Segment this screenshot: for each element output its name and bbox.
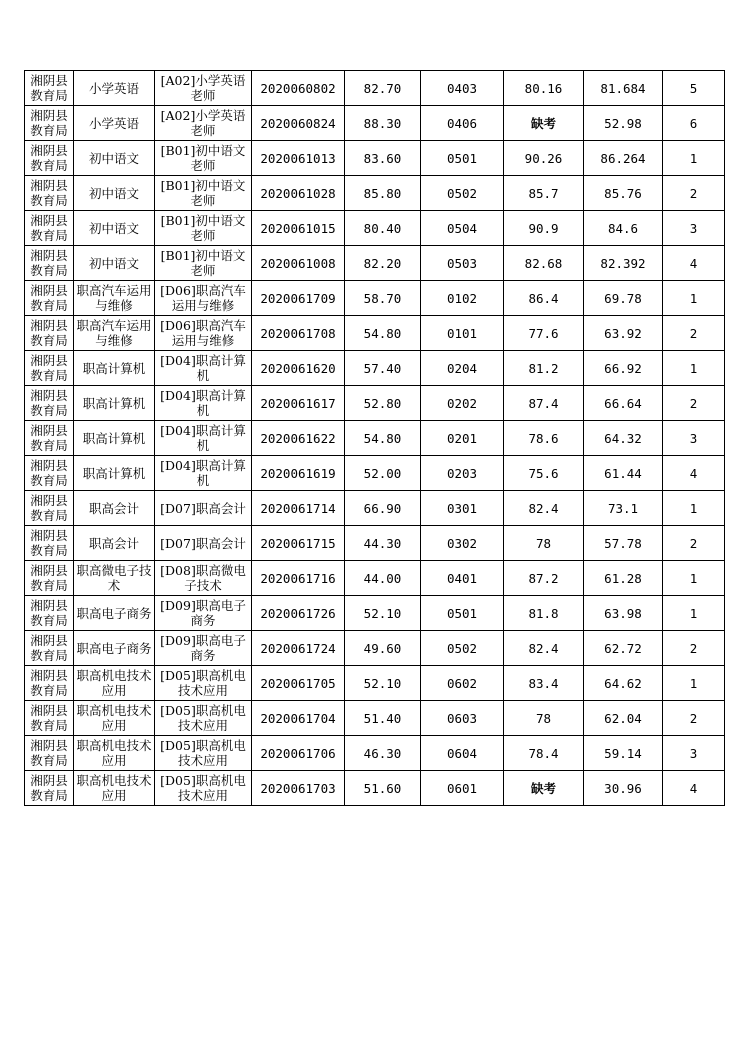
subject-cell: 职高会计 xyxy=(74,526,155,561)
written-score-cell: 83.60 xyxy=(345,141,421,176)
org-cell: 湘阴县教育局 xyxy=(25,561,74,596)
rank-cell: 2 xyxy=(663,631,725,666)
written-score-cell: 82.70 xyxy=(345,71,421,106)
draw-number-cell: 0204 xyxy=(421,351,504,386)
rank-cell: 3 xyxy=(663,736,725,771)
table-row xyxy=(25,421,725,456)
org-cell: 湘阴县教育局 xyxy=(25,106,74,141)
table-row xyxy=(25,456,725,491)
org-cell: 湘阴县教育局 xyxy=(25,71,74,106)
org-cell: 湘阴县教育局 xyxy=(25,526,74,561)
total-score-cell: 69.78 xyxy=(584,281,663,316)
position-cell: [D04]职高计算机 xyxy=(155,351,252,386)
interview-score-cell: 81.8 xyxy=(504,596,584,631)
draw-number-cell: 0504 xyxy=(421,211,504,246)
rank-cell: 5 xyxy=(663,71,725,106)
interview-score-cell: 82.4 xyxy=(504,491,584,526)
table-row xyxy=(25,71,725,106)
rank-cell: 1 xyxy=(663,351,725,386)
table-row xyxy=(25,736,725,771)
table-row xyxy=(25,596,725,631)
subject-cell: 职高计算机 xyxy=(74,386,155,421)
rank-cell: 2 xyxy=(663,526,725,561)
written-score-cell: 44.30 xyxy=(345,526,421,561)
written-score-cell: 52.10 xyxy=(345,596,421,631)
rank-cell: 2 xyxy=(663,386,725,421)
table-row xyxy=(25,246,725,281)
rank-cell: 1 xyxy=(663,596,725,631)
exam-number-cell: 2020061705 xyxy=(252,666,345,701)
table-row xyxy=(25,771,725,806)
exam-number-cell: 2020061704 xyxy=(252,701,345,736)
rank-cell: 2 xyxy=(663,176,725,211)
table-row xyxy=(25,561,725,596)
exam-number-cell: 2020061724 xyxy=(252,631,345,666)
written-score-cell: 49.60 xyxy=(345,631,421,666)
org-cell: 湘阴县教育局 xyxy=(25,736,74,771)
exam-number-cell: 2020061708 xyxy=(252,316,345,351)
draw-number-cell: 0401 xyxy=(421,561,504,596)
position-cell: [D06]职高汽车运用与维修 xyxy=(155,316,252,351)
rank-cell: 1 xyxy=(663,491,725,526)
exam-number-cell: 2020061620 xyxy=(252,351,345,386)
org-cell: 湘阴县教育局 xyxy=(25,596,74,631)
rank-cell: 1 xyxy=(663,281,725,316)
subject-cell: 职高微电子技术 xyxy=(74,561,155,596)
written-score-cell: 85.80 xyxy=(345,176,421,211)
subject-cell: 职高电子商务 xyxy=(74,631,155,666)
draw-number-cell: 0403 xyxy=(421,71,504,106)
org-cell: 湘阴县教育局 xyxy=(25,771,74,806)
position-cell: [B01]初中语文老师 xyxy=(155,141,252,176)
total-score-cell: 85.76 xyxy=(584,176,663,211)
total-score-cell: 63.92 xyxy=(584,316,663,351)
position-cell: [D04]职高计算机 xyxy=(155,456,252,491)
position-cell: [A02]小学英语老师 xyxy=(155,106,252,141)
draw-number-cell: 0101 xyxy=(421,316,504,351)
draw-number-cell: 0503 xyxy=(421,246,504,281)
interview-score-cell: 78 xyxy=(504,701,584,736)
subject-cell: 职高会计 xyxy=(74,491,155,526)
position-cell: [D06]职高汽车运用与维修 xyxy=(155,281,252,316)
draw-number-cell: 0501 xyxy=(421,141,504,176)
subject-cell: 职高机电技术应用 xyxy=(74,701,155,736)
rank-cell: 1 xyxy=(663,666,725,701)
interview-score-cell: 78.4 xyxy=(504,736,584,771)
exam-number-cell: 2020061008 xyxy=(252,246,345,281)
total-score-cell: 61.28 xyxy=(584,561,663,596)
interview-score-cell: 81.2 xyxy=(504,351,584,386)
draw-number-cell: 0202 xyxy=(421,386,504,421)
draw-number-cell: 0502 xyxy=(421,176,504,211)
position-cell: [D07]职高会计 xyxy=(155,526,252,561)
interview-score-cell: 83.4 xyxy=(504,666,584,701)
written-score-cell: 57.40 xyxy=(345,351,421,386)
org-cell: 湘阴县教育局 xyxy=(25,386,74,421)
interview-score-cell: 缺考 xyxy=(504,106,584,141)
draw-number-cell: 0302 xyxy=(421,526,504,561)
interview-score-cell: 80.16 xyxy=(504,71,584,106)
interview-score-cell: 77.6 xyxy=(504,316,584,351)
total-score-cell: 62.72 xyxy=(584,631,663,666)
subject-cell: 职高计算机 xyxy=(74,421,155,456)
subject-cell: 职高电子商务 xyxy=(74,596,155,631)
written-score-cell: 52.80 xyxy=(345,386,421,421)
position-cell: [D04]职高计算机 xyxy=(155,386,252,421)
draw-number-cell: 0301 xyxy=(421,491,504,526)
org-cell: 湘阴县教育局 xyxy=(25,456,74,491)
written-score-cell: 46.30 xyxy=(345,736,421,771)
org-cell: 湘阴县教育局 xyxy=(25,316,74,351)
table-row xyxy=(25,211,725,246)
interview-score-cell: 85.7 xyxy=(504,176,584,211)
table-row xyxy=(25,141,725,176)
total-score-cell: 86.264 xyxy=(584,141,663,176)
rank-cell: 6 xyxy=(663,106,725,141)
total-score-cell: 30.96 xyxy=(584,771,663,806)
draw-number-cell: 0501 xyxy=(421,596,504,631)
interview-score-cell: 90.9 xyxy=(504,211,584,246)
org-cell: 湘阴县教育局 xyxy=(25,141,74,176)
written-score-cell: 66.90 xyxy=(345,491,421,526)
position-cell: [B01]初中语文老师 xyxy=(155,246,252,281)
total-score-cell: 61.44 xyxy=(584,456,663,491)
written-score-cell: 44.00 xyxy=(345,561,421,596)
total-score-cell: 84.6 xyxy=(584,211,663,246)
subject-cell: 小学英语 xyxy=(74,106,155,141)
subject-cell: 职高机电技术应用 xyxy=(74,771,155,806)
interview-score-cell: 87.4 xyxy=(504,386,584,421)
interview-score-cell: 78.6 xyxy=(504,421,584,456)
position-cell: [D09]职高电子商务 xyxy=(155,596,252,631)
table-row xyxy=(25,491,725,526)
interview-score-cell: 缺考 xyxy=(504,771,584,806)
total-score-cell: 52.98 xyxy=(584,106,663,141)
org-cell: 湘阴县教育局 xyxy=(25,701,74,736)
table-row xyxy=(25,631,725,666)
exam-number-cell: 2020061617 xyxy=(252,386,345,421)
exam-number-cell: 2020061716 xyxy=(252,561,345,596)
total-score-cell: 64.32 xyxy=(584,421,663,456)
subject-cell: 职高计算机 xyxy=(74,351,155,386)
total-score-cell: 63.98 xyxy=(584,596,663,631)
written-score-cell: 54.80 xyxy=(345,421,421,456)
total-score-cell: 81.684 xyxy=(584,71,663,106)
exam-number-cell: 2020061726 xyxy=(252,596,345,631)
rank-cell: 4 xyxy=(663,771,725,806)
org-cell: 湘阴县教育局 xyxy=(25,176,74,211)
rank-cell: 4 xyxy=(663,456,725,491)
position-cell: [B01]初中语文老师 xyxy=(155,211,252,246)
written-score-cell: 82.20 xyxy=(345,246,421,281)
written-score-cell: 51.60 xyxy=(345,771,421,806)
written-score-cell: 54.80 xyxy=(345,316,421,351)
org-cell: 湘阴县教育局 xyxy=(25,421,74,456)
draw-number-cell: 0203 xyxy=(421,456,504,491)
interview-score-cell: 87.2 xyxy=(504,561,584,596)
draw-number-cell: 0604 xyxy=(421,736,504,771)
exam-number-cell: 2020061714 xyxy=(252,491,345,526)
table-row xyxy=(25,176,725,211)
draw-number-cell: 0602 xyxy=(421,666,504,701)
position-cell: [D05]职高机电技术应用 xyxy=(155,736,252,771)
rank-cell: 4 xyxy=(663,246,725,281)
exam-number-cell: 2020061706 xyxy=(252,736,345,771)
org-cell: 湘阴县教育局 xyxy=(25,666,74,701)
rank-cell: 3 xyxy=(663,211,725,246)
position-cell: [D05]职高机电技术应用 xyxy=(155,666,252,701)
subject-cell: 初中语文 xyxy=(74,141,155,176)
interview-score-cell: 86.4 xyxy=(504,281,584,316)
position-cell: [D07]职高会计 xyxy=(155,491,252,526)
table-row xyxy=(25,316,725,351)
position-cell: [D04]职高计算机 xyxy=(155,421,252,456)
exam-number-cell: 2020060802 xyxy=(252,71,345,106)
subject-cell: 职高计算机 xyxy=(74,456,155,491)
exam-number-cell: 2020061028 xyxy=(252,176,345,211)
position-cell: [D09]职高电子商务 xyxy=(155,631,252,666)
subject-cell: 初中语文 xyxy=(74,211,155,246)
exam-number-cell: 2020061619 xyxy=(252,456,345,491)
draw-number-cell: 0102 xyxy=(421,281,504,316)
draw-number-cell: 0201 xyxy=(421,421,504,456)
total-score-cell: 62.04 xyxy=(584,701,663,736)
table-row xyxy=(25,281,725,316)
draw-number-cell: 0406 xyxy=(421,106,504,141)
written-score-cell: 88.30 xyxy=(345,106,421,141)
position-cell: [A02]小学英语老师 xyxy=(155,71,252,106)
exam-number-cell: 2020061013 xyxy=(252,141,345,176)
total-score-cell: 57.78 xyxy=(584,526,663,561)
total-score-cell: 64.62 xyxy=(584,666,663,701)
rank-cell: 3 xyxy=(663,421,725,456)
position-cell: [D05]职高机电技术应用 xyxy=(155,771,252,806)
rank-cell: 2 xyxy=(663,701,725,736)
draw-number-cell: 0601 xyxy=(421,771,504,806)
written-score-cell: 52.10 xyxy=(345,666,421,701)
results-table xyxy=(24,70,725,806)
table-row xyxy=(25,351,725,386)
subject-cell: 职高机电技术应用 xyxy=(74,666,155,701)
table-row xyxy=(25,666,725,701)
total-score-cell: 66.92 xyxy=(584,351,663,386)
table-row xyxy=(25,386,725,421)
table-row xyxy=(25,701,725,736)
interview-score-cell: 82.68 xyxy=(504,246,584,281)
subject-cell: 初中语文 xyxy=(74,176,155,211)
exam-number-cell: 2020061703 xyxy=(252,771,345,806)
position-cell: [D08]职高微电子技术 xyxy=(155,561,252,596)
written-score-cell: 52.00 xyxy=(345,456,421,491)
interview-score-cell: 82.4 xyxy=(504,631,584,666)
position-cell: [B01]初中语文老师 xyxy=(155,176,252,211)
org-cell: 湘阴县教育局 xyxy=(25,211,74,246)
written-score-cell: 80.40 xyxy=(345,211,421,246)
subject-cell: 小学英语 xyxy=(74,71,155,106)
subject-cell: 职高汽车运用与维修 xyxy=(74,316,155,351)
total-score-cell: 59.14 xyxy=(584,736,663,771)
subject-cell: 职高汽车运用与维修 xyxy=(74,281,155,316)
subject-cell: 职高机电技术应用 xyxy=(74,736,155,771)
rank-cell: 1 xyxy=(663,561,725,596)
exam-number-cell: 2020061715 xyxy=(252,526,345,561)
exam-number-cell: 2020061015 xyxy=(252,211,345,246)
org-cell: 湘阴县教育局 xyxy=(25,246,74,281)
interview-score-cell: 90.26 xyxy=(504,141,584,176)
total-score-cell: 66.64 xyxy=(584,386,663,421)
org-cell: 湘阴县教育局 xyxy=(25,631,74,666)
draw-number-cell: 0502 xyxy=(421,631,504,666)
org-cell: 湘阴县教育局 xyxy=(25,351,74,386)
org-cell: 湘阴县教育局 xyxy=(25,491,74,526)
written-score-cell: 58.70 xyxy=(345,281,421,316)
rank-cell: 1 xyxy=(663,141,725,176)
table-row xyxy=(25,526,725,561)
written-score-cell: 51.40 xyxy=(345,701,421,736)
interview-score-cell: 75.6 xyxy=(504,456,584,491)
total-score-cell: 73.1 xyxy=(584,491,663,526)
rank-cell: 2 xyxy=(663,316,725,351)
position-cell: [D05]职高机电技术应用 xyxy=(155,701,252,736)
exam-number-cell: 2020061622 xyxy=(252,421,345,456)
total-score-cell: 82.392 xyxy=(584,246,663,281)
org-cell: 湘阴县教育局 xyxy=(25,281,74,316)
exam-number-cell: 2020061709 xyxy=(252,281,345,316)
subject-cell: 初中语文 xyxy=(74,246,155,281)
results-table-body xyxy=(25,71,725,806)
interview-score-cell: 78 xyxy=(504,526,584,561)
table-row xyxy=(25,106,725,141)
exam-number-cell: 2020060824 xyxy=(252,106,345,141)
draw-number-cell: 0603 xyxy=(421,701,504,736)
